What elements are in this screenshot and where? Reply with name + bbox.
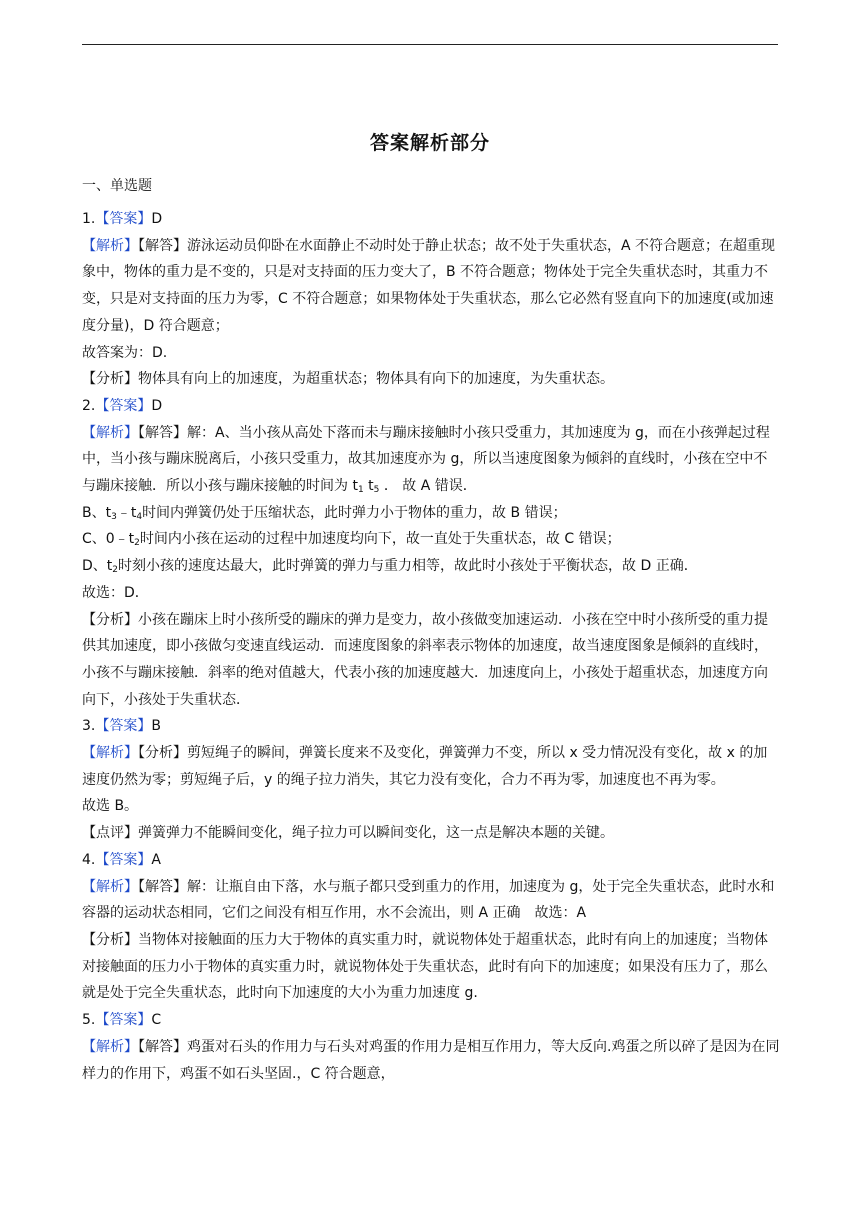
- question-number: 2.: [82, 397, 96, 414]
- jiexi-label: 【解析】: [82, 424, 138, 441]
- section-heading: 一、单选题: [82, 178, 152, 194]
- page-title: 答案解析部分: [369, 132, 490, 154]
- answer-label: 【答案】: [95, 718, 152, 735]
- answer-value: A: [151, 851, 161, 868]
- fenxi-label: 【分析】: [82, 371, 138, 388]
- subscript: 2: [112, 565, 119, 576]
- answer-line: [82, 847, 780, 874]
- conclusion: 故答案为：D.: [82, 344, 168, 361]
- conclusion: 故选 B。: [82, 798, 139, 815]
- subscript: 4: [136, 511, 143, 522]
- line-text: 时刻小孩的速度达最大，此时弹簧的弹力与重力相等，故此时小孩处于平衡状态，故 D 正确．: [118, 558, 698, 575]
- answer-line: [82, 1007, 780, 1034]
- answer-value: D: [151, 211, 163, 227]
- question-number: 4.: [82, 851, 96, 868]
- explanation: [82, 1034, 780, 1087]
- jiexi-label: 【解析】: [82, 878, 138, 895]
- subscript: 2: [134, 538, 140, 549]
- analysis: [82, 366, 780, 393]
- jieda-text: 【解答】游泳运动员仰卧在水面静止不动时处于静止状态；故不处于失重状态，A 不符合题意；在超重现象中，物体的重力是不变的，只是对支持面的压力变大了，B 不符合题意；物体处于完全失重状态时，其重力不变，只是对支持面的压力为零，C 不符合题意；如果物体处于失重状态，那么它必然有竖直向下的加速度(或加速度分量)，D 符合题意；: [82, 237, 776, 334]
- dianping-text: 弹簧弹力不能瞬间变化，绳子拉力可以瞬间变化，这一点是解决本题的关键。: [138, 825, 614, 842]
- answer-label: 【答案】: [95, 1012, 152, 1029]
- option-c-line: [82, 526, 780, 553]
- answer-label: 【答案】: [95, 211, 152, 227]
- option-d-line: [82, 553, 780, 580]
- answer-value: D: [151, 397, 163, 414]
- analysis: [82, 607, 780, 714]
- fenxi-text: 物体具有向上的加速度，为超重状态；物体具有向下的加速度，为失重状态。: [138, 371, 614, 388]
- question-number: 3.: [82, 718, 96, 735]
- line-text: 时间内小孩在运动的过程中加速度均向下，故一直处于失重状态，故 C 错误；: [139, 531, 621, 548]
- answer-content: [82, 206, 780, 1087]
- jiexi-label: 【解析】: [82, 745, 138, 762]
- line-text: D、t: [82, 558, 113, 575]
- answer-value: B: [151, 718, 161, 735]
- line-text: B、t: [82, 504, 112, 521]
- subscript: 5: [373, 485, 380, 496]
- analysis: [82, 927, 780, 1007]
- header-rule: [82, 44, 778, 45]
- answer-line: [82, 206, 780, 233]
- answer-label: 【答案】: [95, 397, 152, 414]
- answer-value: C: [151, 1012, 162, 1029]
- line-text: 时间内弹簧仍处于压缩状态，此时弹力小于物体的重力，故 B 错误；: [142, 504, 567, 521]
- answer-label: 【答案】: [95, 851, 152, 868]
- jieda-text: 【解答】解：让瓶自由下落，水与瓶子都只受到重力的作用，加速度为 g，处于完全失重状态，此时水和容器的运动状态相同，它们之间没有相互作用，水不会流出，则 A 正确 故选：A: [82, 878, 775, 922]
- comment: [82, 820, 780, 847]
- jieda-text: t: [363, 478, 374, 495]
- conclusion: 故选：D．: [82, 584, 149, 601]
- fenxi-label: 【分析】: [82, 611, 138, 628]
- question-number: 5.: [82, 1012, 96, 1029]
- jieda-text: ． 故 A 错误．: [379, 478, 477, 495]
- jieda-text: 【解答】鸡蛋对石头的作用力与石头对鸡蛋的作用力是相互作用力，等大反向.鸡蛋之所以碎了是因为在同样力的作用下，鸡蛋不如石头坚固.，C 符合题意，: [82, 1038, 780, 1082]
- option-b-line: [82, 500, 780, 527]
- subscript: 1: [357, 485, 364, 496]
- line-text: C、0﹣t: [82, 531, 135, 548]
- question-number: 1.: [82, 211, 96, 227]
- subscript: 3: [111, 511, 117, 522]
- fenxi-text: 【分析】剪短绳子的瞬间，弹簧长度来不及变化，弹簧弹力不变，所以 x 受力情况没有变化，故 x 的加速度仍然为零；剪短绳子后，y 的绳子拉力消失，其它力没有变化，合力不再为零，加速度也不再为零。: [82, 745, 768, 788]
- jiexi-label: 【解析】: [82, 237, 138, 254]
- explanation: [82, 740, 780, 793]
- explanation: [82, 420, 780, 500]
- explanation: [82, 233, 780, 340]
- dianping-label: 【点评】: [82, 825, 138, 842]
- answer-line: [82, 713, 780, 740]
- fenxi-text: 当物体对接触面的压力大于物体的真实重力时，就说物体处于超重状态，此时有向上的加速度；当物体对接触面的压力小于物体的真实重力时，就说物体处于失重状态，此时有向下的加速度；如果没有压力了，那么就是处于完全失重状态，此时向下加速度的大小为重力加速度 g.: [82, 931, 768, 1002]
- explanation: [82, 874, 780, 927]
- fenxi-text: 小孩在蹦床上时小孩所受的蹦床的弹力是变力，故小孩做变加速运动．小孩在空中时小孩所受的重力提供其加速度，即小孩做匀变速直线运动．而速度图象的斜率表示物体的加速度，故当速度图象是倾斜的直线时，小孩不与蹦床接触．斜率的绝对值越大，代表小孩的加速度越大．加速度向上，小孩处于超重状态，加速度方向向下，小孩处于失重状态．: [82, 611, 768, 708]
- answer-line: [82, 393, 780, 420]
- fenxi-label: 【分析】: [82, 931, 138, 948]
- line-text: ﹣t: [116, 504, 137, 521]
- jieda-text: 【解答】解：A、当小孩从高处下落而未与蹦床接触时小孩只受重力，其加速度为 g，而在小孩弹起过程中，当小孩与蹦床脱离后，小孩只受重力，故其加速度亦为 g，所以当速度图象为倾斜的直线时，小孩在空中不与蹦床接触．所以小孩与蹦床接触的时间为 t: [82, 424, 770, 495]
- jiexi-label: 【解析】: [82, 1038, 138, 1055]
